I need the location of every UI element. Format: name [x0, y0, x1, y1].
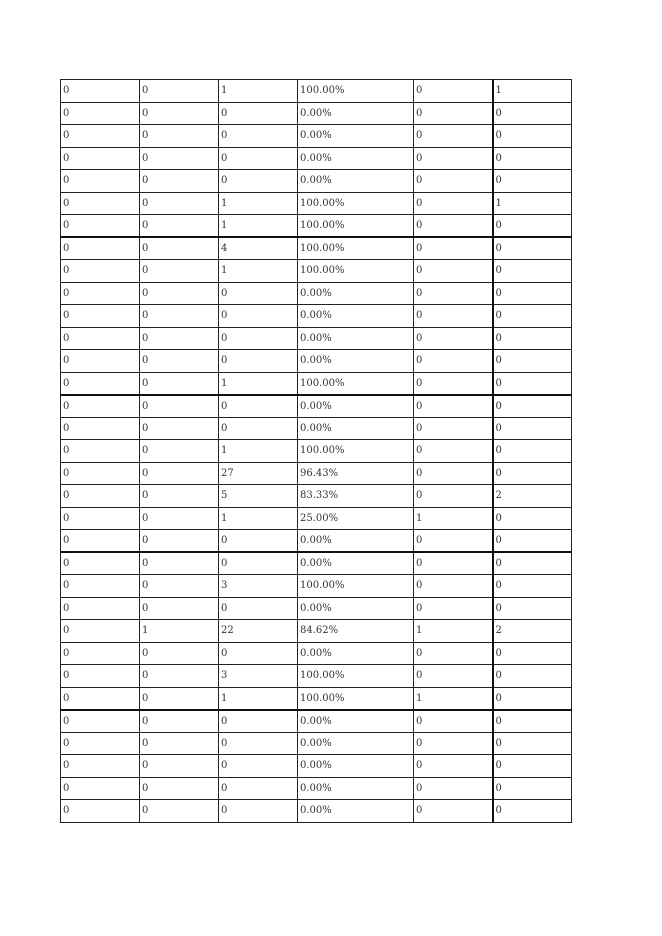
table-cell: 1	[219, 372, 298, 395]
table-cell: 0	[140, 350, 219, 373]
table-cell: 0	[414, 440, 493, 463]
table-cell: 2	[493, 485, 572, 508]
table-row	[61, 485, 572, 508]
table-row	[61, 260, 572, 283]
table-cell: 0	[414, 237, 493, 260]
table-cell: 0	[414, 755, 493, 778]
table-row	[61, 282, 572, 305]
table-cell: 0	[219, 530, 298, 553]
table-cell: 0	[414, 777, 493, 800]
table-cell: 0	[414, 260, 493, 283]
table-cell: 0	[493, 170, 572, 193]
table-cell: 0	[493, 260, 572, 283]
table-cell: 0	[414, 462, 493, 485]
table-cell: 0	[61, 642, 140, 665]
table-cell: 0	[493, 665, 572, 688]
table-cell: 0	[219, 552, 298, 575]
table-cell: 1	[219, 440, 298, 463]
table-cell: 0	[493, 417, 572, 440]
table-cell: 0	[61, 597, 140, 620]
table-cell: 0	[140, 597, 219, 620]
table-cell: 0	[140, 327, 219, 350]
table-row	[61, 732, 572, 755]
table-cell: 0	[140, 102, 219, 125]
table-cell: 100.00%	[298, 372, 414, 395]
table-cell: 0	[414, 215, 493, 238]
table-cell: 0	[61, 800, 140, 823]
table-cell: 0	[140, 237, 219, 260]
table-cell: 0	[414, 170, 493, 193]
table-row	[61, 620, 572, 643]
table-row	[61, 215, 572, 238]
table-cell: 1	[219, 192, 298, 215]
table-cell: 1	[219, 260, 298, 283]
table-cell: 0	[414, 597, 493, 620]
table-cell: 83.33%	[298, 485, 414, 508]
table-row	[61, 80, 572, 103]
table-cell: 0	[414, 800, 493, 823]
table-row	[61, 597, 572, 620]
table-cell: 0	[414, 147, 493, 170]
table-cell: 0.00%	[298, 800, 414, 823]
table-cell: 100.00%	[298, 215, 414, 238]
table-cell: 0	[61, 440, 140, 463]
table-cell: 0	[493, 777, 572, 800]
table-cell: 0	[140, 215, 219, 238]
table-row	[61, 102, 572, 125]
table-cell: 0	[61, 305, 140, 328]
table-row	[61, 372, 572, 395]
table-cell: 0.00%	[298, 732, 414, 755]
table-cell: 0	[140, 395, 219, 418]
table-cell: 0	[61, 372, 140, 395]
table-cell: 0	[493, 147, 572, 170]
table-cell: 0	[219, 417, 298, 440]
table-cell: 3	[219, 575, 298, 598]
table-cell: 0	[414, 282, 493, 305]
table-cell: 0	[61, 552, 140, 575]
table-cell: 0	[61, 462, 140, 485]
table-cell: 0	[414, 575, 493, 598]
table-row	[61, 530, 572, 553]
table-cell: 0	[219, 147, 298, 170]
table-row	[61, 327, 572, 350]
table-cell: 0	[414, 530, 493, 553]
table-cell: 0	[140, 147, 219, 170]
table-cell: 100.00%	[298, 687, 414, 710]
table-cell: 0	[140, 642, 219, 665]
table-cell: 0	[140, 440, 219, 463]
table-row	[61, 417, 572, 440]
table-cell: 1	[219, 215, 298, 238]
table-cell: 0	[140, 552, 219, 575]
table-cell: 0	[414, 395, 493, 418]
table-cell: 0	[219, 710, 298, 733]
table-cell: 0	[219, 642, 298, 665]
table-cell: 0	[414, 710, 493, 733]
table-cell: 0	[61, 665, 140, 688]
table-cell: 0.00%	[298, 777, 414, 800]
table-cell: 0	[493, 282, 572, 305]
table-cell: 3	[219, 665, 298, 688]
table-cell: 0.00%	[298, 552, 414, 575]
table-cell: 0	[61, 755, 140, 778]
table-cell: 0	[493, 350, 572, 373]
table-cell: 100.00%	[298, 665, 414, 688]
table-cell: 0	[219, 327, 298, 350]
table-cell: 0	[61, 395, 140, 418]
table-row	[61, 642, 572, 665]
table-cell: 0	[61, 125, 140, 148]
table-cell: 96.43%	[298, 462, 414, 485]
table-cell: 22	[219, 620, 298, 643]
table-cell: 0	[219, 305, 298, 328]
table-cell: 0	[493, 507, 572, 530]
table-cell: 0	[219, 170, 298, 193]
table-cell: 0	[493, 800, 572, 823]
table-row	[61, 462, 572, 485]
table-cell: 1	[414, 507, 493, 530]
table-row	[61, 800, 572, 823]
table-cell: 100.00%	[298, 575, 414, 598]
table-row	[61, 755, 572, 778]
table-cell: 0.00%	[298, 642, 414, 665]
table-row	[61, 665, 572, 688]
table-cell: 0	[140, 710, 219, 733]
table-cell: 0.00%	[298, 125, 414, 148]
table-cell: 0	[414, 327, 493, 350]
table-cell: 0.00%	[298, 530, 414, 553]
table-cell: 0	[140, 192, 219, 215]
table-cell: 0	[493, 687, 572, 710]
table-cell: 0	[414, 125, 493, 148]
table-cell: 0	[493, 395, 572, 418]
table-row	[61, 777, 572, 800]
table-cell: 0	[61, 687, 140, 710]
table-cell: 0	[140, 260, 219, 283]
table-cell: 0	[219, 800, 298, 823]
table-cell: 2	[493, 620, 572, 643]
table-cell: 0.00%	[298, 102, 414, 125]
table-cell: 0	[493, 642, 572, 665]
table-cell: 100.00%	[298, 260, 414, 283]
table-cell: 1	[140, 620, 219, 643]
table-cell: 0.00%	[298, 350, 414, 373]
table-cell: 0	[414, 305, 493, 328]
table-cell: 0	[414, 642, 493, 665]
table-cell: 0	[140, 732, 219, 755]
table-cell: 0	[493, 755, 572, 778]
data-table	[60, 79, 572, 823]
table-row	[61, 125, 572, 148]
table-cell: 0	[140, 417, 219, 440]
table-cell: 5	[219, 485, 298, 508]
table-cell: 1	[219, 80, 298, 103]
table-cell: 0	[61, 507, 140, 530]
table-row	[61, 710, 572, 733]
table-cell: 0	[140, 507, 219, 530]
table-cell: 0	[219, 350, 298, 373]
table-cell: 0	[414, 80, 493, 103]
table-cell: 0	[140, 665, 219, 688]
table-cell: 100.00%	[298, 237, 414, 260]
table-cell: 0	[61, 710, 140, 733]
table-cell: 1	[219, 687, 298, 710]
table-row	[61, 440, 572, 463]
table-cell: 1	[493, 80, 572, 103]
table-row	[61, 237, 572, 260]
table-cell: 0.00%	[298, 170, 414, 193]
table-cell: 0	[61, 192, 140, 215]
table-cell: 0	[493, 215, 572, 238]
table-cell: 0	[414, 732, 493, 755]
table-cell: 0	[61, 350, 140, 373]
table-cell: 0	[493, 372, 572, 395]
table-cell: 4	[219, 237, 298, 260]
table-cell: 0	[493, 237, 572, 260]
table-row	[61, 147, 572, 170]
table-cell: 0	[61, 102, 140, 125]
table-cell: 0	[414, 372, 493, 395]
table-cell: 0.00%	[298, 147, 414, 170]
table-cell: 0.00%	[298, 597, 414, 620]
table-cell: 0	[493, 440, 572, 463]
table-cell: 27	[219, 462, 298, 485]
table-cell: 0.00%	[298, 282, 414, 305]
table-cell: 0	[493, 575, 572, 598]
table-cell: 0	[140, 755, 219, 778]
table-row	[61, 305, 572, 328]
table-cell: 0.00%	[298, 305, 414, 328]
table-cell: 0	[61, 170, 140, 193]
table-cell: 0.00%	[298, 327, 414, 350]
table-row	[61, 395, 572, 418]
table-cell: 0	[61, 485, 140, 508]
table-cell: 0	[493, 710, 572, 733]
table-cell: 0	[140, 777, 219, 800]
table-cell: 0	[61, 530, 140, 553]
table-cell: 0	[140, 687, 219, 710]
table-cell: 0	[493, 530, 572, 553]
table-body	[61, 80, 572, 823]
table-cell: 0.00%	[298, 755, 414, 778]
table-cell: 0	[140, 125, 219, 148]
table-cell: 0	[219, 395, 298, 418]
table-cell: 0	[219, 732, 298, 755]
table-cell: 1	[493, 192, 572, 215]
table-cell: 1	[219, 507, 298, 530]
table-cell: 0	[219, 597, 298, 620]
table-cell: 0	[61, 732, 140, 755]
table-row	[61, 507, 572, 530]
table-cell: 0	[493, 102, 572, 125]
table-cell: 0	[61, 620, 140, 643]
table-cell: 0	[219, 755, 298, 778]
table-cell: 25.00%	[298, 507, 414, 530]
table-cell: 0	[219, 125, 298, 148]
table-cell: 0	[140, 282, 219, 305]
table-cell: 0	[493, 552, 572, 575]
table-cell: 0.00%	[298, 417, 414, 440]
table-cell: 0	[140, 462, 219, 485]
table-cell: 0	[61, 237, 140, 260]
table-cell: 1	[414, 687, 493, 710]
table-cell: 0	[414, 417, 493, 440]
table-row	[61, 552, 572, 575]
table-cell: 0	[414, 192, 493, 215]
table-cell: 0	[61, 282, 140, 305]
table-cell: 1	[414, 620, 493, 643]
table-cell: 0	[493, 327, 572, 350]
table-cell: 0.00%	[298, 710, 414, 733]
table-cell: 0	[140, 800, 219, 823]
table-cell: 0	[219, 102, 298, 125]
table-cell: 0	[61, 575, 140, 598]
table-cell: 0	[61, 327, 140, 350]
table-cell: 0	[140, 305, 219, 328]
table-cell: 0	[493, 732, 572, 755]
table-cell: 0	[493, 125, 572, 148]
table-cell: 0	[414, 552, 493, 575]
table-cell: 0.00%	[298, 395, 414, 418]
table-cell: 0	[140, 530, 219, 553]
table-cell: 0	[414, 665, 493, 688]
table-row	[61, 350, 572, 373]
table-cell: 0	[140, 372, 219, 395]
table-cell: 0	[414, 350, 493, 373]
table-cell: 0	[493, 597, 572, 620]
table-cell: 0	[61, 215, 140, 238]
table-cell: 100.00%	[298, 440, 414, 463]
table-cell: 0	[140, 170, 219, 193]
table-cell: 0	[140, 485, 219, 508]
table-row	[61, 192, 572, 215]
table-cell: 100.00%	[298, 80, 414, 103]
table-cell: 0	[140, 575, 219, 598]
table-cell: 0	[414, 485, 493, 508]
table-cell: 0	[414, 102, 493, 125]
table-cell: 100.00%	[298, 192, 414, 215]
table-row	[61, 687, 572, 710]
table-cell: 84.62%	[298, 620, 414, 643]
table-cell: 0	[61, 417, 140, 440]
table-cell: 0	[219, 777, 298, 800]
table-cell: 0	[140, 80, 219, 103]
table-cell: 0	[493, 305, 572, 328]
table-cell: 0	[61, 777, 140, 800]
table-cell: 0	[61, 80, 140, 103]
table-row	[61, 170, 572, 193]
table-cell: 0	[493, 462, 572, 485]
table-cell: 0	[219, 282, 298, 305]
table-cell: 0	[61, 260, 140, 283]
table-cell: 0	[61, 147, 140, 170]
table-row	[61, 575, 572, 598]
